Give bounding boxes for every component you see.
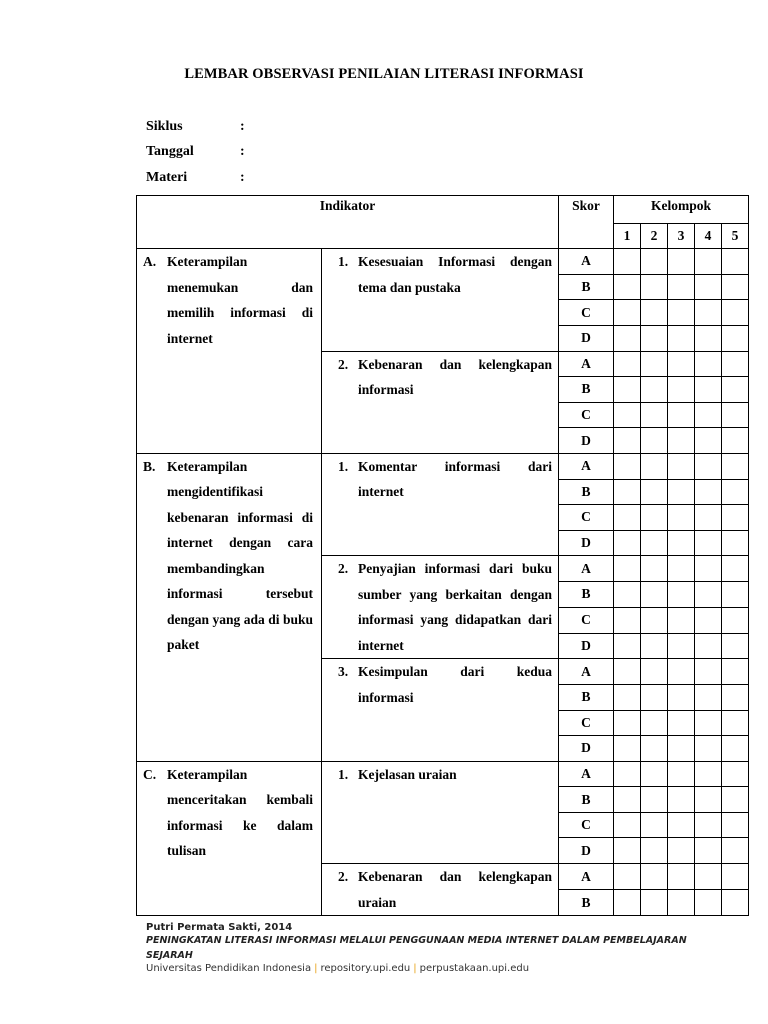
indicator-text: Keterampilan mengidentifikasi kebenaran informasi di internet dengan cara membandingkan informasi tersebut dengan yang ada di buku paket bbox=[167, 458, 313, 653]
kelompok-score-input-cell[interactable] bbox=[722, 633, 749, 659]
indicator-cell bbox=[137, 761, 322, 915]
kelompok-score-input-cell[interactable] bbox=[668, 582, 695, 608]
kelompok-number: 1 bbox=[614, 223, 641, 249]
kelompok-score-input-cell[interactable] bbox=[722, 351, 749, 377]
kelompok-score-input-cell[interactable] bbox=[614, 300, 641, 326]
kelompok-score-input-cell[interactable] bbox=[614, 787, 641, 813]
kelompok-score-input-cell[interactable] bbox=[614, 736, 641, 762]
score-cell: C bbox=[559, 812, 614, 838]
sub-indicator-marker: 2. bbox=[338, 356, 349, 372]
score-cell: A bbox=[559, 556, 614, 582]
kelompok-score-input-cell[interactable] bbox=[695, 325, 722, 351]
score-cell: B bbox=[559, 274, 614, 300]
sub-indicator-cell bbox=[322, 453, 559, 555]
kelompok-score-input-cell[interactable] bbox=[641, 761, 668, 787]
kelompok-score-input-cell[interactable] bbox=[668, 607, 695, 633]
document-title: LEMBAR OBSERVASI PENILAIAN LITERASI INFORMASI bbox=[184, 66, 584, 82]
meta-label: Materi bbox=[146, 170, 188, 185]
score-cell: B bbox=[559, 377, 614, 403]
meta-colon: : bbox=[240, 119, 245, 134]
sub-indicator-text: Penyajian informasi dari buku sumber yang berkaitan dengan informasi yang didapatkan dari internet bbox=[358, 561, 552, 653]
kelompok-score-input-cell[interactable] bbox=[695, 351, 722, 377]
kelompok-score-input-cell[interactable] bbox=[641, 377, 668, 403]
kelompok-score-input-cell[interactable] bbox=[614, 890, 641, 916]
score-cell: A bbox=[559, 453, 614, 479]
indicator-cell bbox=[137, 249, 322, 454]
kelompok-score-input-cell[interactable] bbox=[722, 530, 749, 556]
header-indikator: Indikator bbox=[137, 196, 559, 249]
kelompok-score-input-cell[interactable] bbox=[668, 351, 695, 377]
kelompok-score-input-cell[interactable] bbox=[668, 325, 695, 351]
meta-colon: : bbox=[240, 170, 245, 185]
kelompok-score-input-cell[interactable] bbox=[614, 428, 641, 454]
score-cell: A bbox=[559, 249, 614, 275]
kelompok-score-input-cell[interactable] bbox=[695, 864, 722, 890]
kelompok-score-input-cell[interactable] bbox=[668, 479, 695, 505]
indicator-text: Keterampilan menemukan dan memilih informasi di internet bbox=[167, 254, 313, 346]
kelompok-score-input-cell[interactable] bbox=[614, 607, 641, 633]
kelompok-score-input-cell[interactable] bbox=[614, 582, 641, 608]
header-skor: Skor bbox=[559, 196, 614, 249]
kelompok-score-input-cell[interactable] bbox=[614, 864, 641, 890]
kelompok-score-input-cell[interactable] bbox=[641, 864, 668, 890]
kelompok-score-input-cell[interactable] bbox=[722, 300, 749, 326]
sub-indicator-text: Kebenaran dan kelengkapan uraian bbox=[358, 869, 552, 910]
kelompok-score-input-cell[interactable] bbox=[641, 710, 668, 736]
score-cell: B bbox=[559, 582, 614, 608]
kelompok-score-input-cell[interactable] bbox=[722, 453, 749, 479]
kelompok-score-input-cell[interactable] bbox=[641, 428, 668, 454]
kelompok-score-input-cell[interactable] bbox=[641, 505, 668, 531]
footer-separator: | bbox=[314, 963, 318, 974]
kelompok-score-input-cell[interactable] bbox=[668, 453, 695, 479]
kelompok-score-input-cell[interactable] bbox=[614, 325, 641, 351]
kelompok-score-input-cell[interactable] bbox=[722, 736, 749, 762]
kelompok-score-input-cell[interactable] bbox=[695, 274, 722, 300]
score-cell: A bbox=[559, 864, 614, 890]
kelompok-score-input-cell[interactable] bbox=[641, 633, 668, 659]
score-cell: C bbox=[559, 505, 614, 531]
footer-thesis-title: PENINGKATAN LITERASI INFORMASI MELALUI PENGGUNAAN MEDIA INTERNET DALAM PEMBELAJARAN SEJARAH bbox=[146, 935, 687, 961]
kelompok-score-input-cell[interactable] bbox=[722, 607, 749, 633]
kelompok-score-input-cell[interactable] bbox=[641, 659, 668, 685]
kelompok-score-input-cell[interactable] bbox=[614, 249, 641, 275]
score-cell: C bbox=[559, 300, 614, 326]
kelompok-score-input-cell[interactable] bbox=[614, 761, 641, 787]
score-cell: D bbox=[559, 633, 614, 659]
kelompok-score-input-cell[interactable] bbox=[695, 659, 722, 685]
kelompok-score-input-cell[interactable] bbox=[614, 377, 641, 403]
kelompok-score-input-cell[interactable] bbox=[722, 274, 749, 300]
sub-indicator-cell bbox=[322, 659, 559, 761]
kelompok-score-input-cell[interactable] bbox=[668, 812, 695, 838]
kelompok-score-input-cell[interactable] bbox=[668, 864, 695, 890]
kelompok-score-input-cell[interactable] bbox=[668, 428, 695, 454]
kelompok-score-input-cell[interactable] bbox=[695, 582, 722, 608]
kelompok-score-input-cell[interactable] bbox=[722, 249, 749, 275]
score-cell: C bbox=[559, 710, 614, 736]
sub-indicator-text: Komentar informasi dari internet bbox=[358, 458, 552, 500]
kelompok-score-input-cell[interactable] bbox=[695, 377, 722, 403]
kelompok-score-input-cell[interactable] bbox=[641, 582, 668, 608]
kelompok-number: 2 bbox=[641, 223, 668, 249]
kelompok-score-input-cell[interactable] bbox=[695, 736, 722, 762]
kelompok-score-input-cell[interactable] bbox=[614, 351, 641, 377]
kelompok-score-input-cell[interactable] bbox=[614, 402, 641, 428]
kelompok-score-input-cell[interactable] bbox=[695, 402, 722, 428]
footer-separator: | bbox=[413, 963, 417, 974]
meta-row-siklus bbox=[146, 119, 245, 135]
indicator-marker: B. bbox=[143, 458, 156, 474]
kelompok-score-input-cell[interactable] bbox=[695, 505, 722, 531]
kelompok-score-input-cell[interactable] bbox=[722, 890, 749, 916]
kelompok-score-input-cell[interactable] bbox=[722, 325, 749, 351]
indicator-text: Keterampilan menceritakan kembali informasi ke dalam tulisan bbox=[167, 766, 313, 859]
kelompok-score-input-cell[interactable] bbox=[614, 633, 641, 659]
kelompok-score-input-cell[interactable] bbox=[695, 890, 722, 916]
kelompok-score-input-cell[interactable] bbox=[695, 428, 722, 454]
kelompok-score-input-cell[interactable] bbox=[641, 479, 668, 505]
sub-indicator-marker: 2. bbox=[338, 561, 349, 577]
kelompok-score-input-cell[interactable] bbox=[722, 787, 749, 813]
kelompok-score-input-cell[interactable] bbox=[668, 710, 695, 736]
kelompok-score-input-cell[interactable] bbox=[614, 684, 641, 710]
sub-indicator-text: Kejelasan uraian bbox=[358, 766, 457, 782]
score-cell: D bbox=[559, 428, 614, 454]
kelompok-score-input-cell[interactable] bbox=[668, 659, 695, 685]
sub-indicator-cell bbox=[322, 556, 559, 659]
score-cell: D bbox=[559, 325, 614, 351]
kelompok-score-input-cell[interactable] bbox=[722, 428, 749, 454]
sub-indicator-cell bbox=[322, 864, 559, 916]
footer-repository-link[interactable]: repository.upi.edu bbox=[320, 963, 411, 974]
meta-label: Tanggal bbox=[146, 144, 194, 159]
kelompok-score-input-cell[interactable] bbox=[668, 377, 695, 403]
kelompok-score-input-cell[interactable] bbox=[641, 402, 668, 428]
indicator-marker: A. bbox=[143, 254, 157, 270]
kelompok-score-input-cell[interactable] bbox=[668, 530, 695, 556]
kelompok-score-input-cell[interactable] bbox=[695, 530, 722, 556]
kelompok-score-input-cell[interactable] bbox=[695, 556, 722, 582]
kelompok-score-input-cell[interactable] bbox=[722, 505, 749, 531]
kelompok-score-input-cell[interactable] bbox=[695, 710, 722, 736]
sub-indicator-marker: 3. bbox=[338, 664, 349, 680]
kelompok-score-input-cell[interactable] bbox=[641, 249, 668, 275]
kelompok-score-input-cell[interactable] bbox=[722, 582, 749, 608]
kelompok-score-input-cell[interactable] bbox=[614, 659, 641, 685]
kelompok-score-input-cell[interactable] bbox=[668, 890, 695, 916]
kelompok-score-input-cell[interactable] bbox=[668, 300, 695, 326]
kelompok-score-input-cell[interactable] bbox=[614, 556, 641, 582]
kelompok-score-input-cell[interactable] bbox=[722, 556, 749, 582]
kelompok-number: 5 bbox=[722, 223, 749, 249]
kelompok-score-input-cell[interactable] bbox=[641, 530, 668, 556]
header-kelompok: Kelompok bbox=[614, 196, 749, 224]
kelompok-score-input-cell[interactable] bbox=[641, 890, 668, 916]
score-cell: C bbox=[559, 607, 614, 633]
kelompok-score-input-cell[interactable] bbox=[614, 453, 641, 479]
footer-institution: Universitas Pendidikan Indonesia bbox=[146, 963, 312, 974]
meta-row-materi bbox=[146, 170, 245, 186]
kelompok-score-input-cell[interactable] bbox=[722, 710, 749, 736]
kelompok-score-input-cell[interactable] bbox=[722, 812, 749, 838]
kelompok-score-input-cell[interactable] bbox=[641, 812, 668, 838]
kelompok-score-input-cell[interactable] bbox=[641, 325, 668, 351]
indicator-marker: C. bbox=[143, 766, 157, 782]
kelompok-score-input-cell[interactable] bbox=[641, 787, 668, 813]
sub-indicator-text: Kesesuaian Informasi dengan tema dan pustaka bbox=[358, 254, 552, 295]
kelompok-score-input-cell[interactable] bbox=[641, 351, 668, 377]
score-cell: A bbox=[559, 659, 614, 685]
kelompok-score-input-cell[interactable] bbox=[695, 249, 722, 275]
kelompok-score-input-cell[interactable] bbox=[641, 607, 668, 633]
kelompok-score-input-cell[interactable] bbox=[695, 787, 722, 813]
kelompok-score-input-cell[interactable] bbox=[695, 300, 722, 326]
kelompok-score-input-cell[interactable] bbox=[722, 659, 749, 685]
score-cell: D bbox=[559, 736, 614, 762]
sub-indicator-marker: 1. bbox=[338, 766, 349, 782]
score-cell: B bbox=[559, 684, 614, 710]
kelompok-score-input-cell[interactable] bbox=[695, 684, 722, 710]
kelompok-score-input-cell[interactable] bbox=[641, 300, 668, 326]
score-cell: B bbox=[559, 787, 614, 813]
score-cell: C bbox=[559, 402, 614, 428]
meta-label: Siklus bbox=[146, 119, 183, 134]
footer-links bbox=[146, 963, 706, 974]
kelompok-score-input-cell[interactable] bbox=[614, 505, 641, 531]
score-cell: B bbox=[559, 479, 614, 505]
sub-indicator-cell bbox=[322, 351, 559, 453]
sub-indicator-text: Kesimpulan dari kedua informasi bbox=[358, 664, 552, 705]
kelompok-score-input-cell[interactable] bbox=[695, 761, 722, 787]
sub-indicator-marker: 1. bbox=[338, 458, 349, 474]
kelompok-score-input-cell[interactable] bbox=[641, 556, 668, 582]
kelompok-score-input-cell[interactable] bbox=[695, 838, 722, 864]
kelompok-score-input-cell[interactable] bbox=[668, 838, 695, 864]
kelompok-score-input-cell[interactable] bbox=[614, 479, 641, 505]
kelompok-score-input-cell[interactable] bbox=[695, 633, 722, 659]
page-footer bbox=[146, 922, 706, 974]
kelompok-score-input-cell[interactable] bbox=[668, 505, 695, 531]
kelompok-score-input-cell[interactable] bbox=[668, 556, 695, 582]
score-cell: B bbox=[559, 890, 614, 916]
kelompok-score-input-cell[interactable] bbox=[695, 453, 722, 479]
kelompok-score-input-cell[interactable] bbox=[641, 736, 668, 762]
score-cell: D bbox=[559, 838, 614, 864]
kelompok-score-input-cell[interactable] bbox=[722, 761, 749, 787]
sub-indicator-cell bbox=[322, 249, 559, 351]
sub-indicator-cell bbox=[322, 761, 559, 863]
kelompok-score-input-cell[interactable] bbox=[641, 684, 668, 710]
kelompok-score-input-cell[interactable] bbox=[722, 402, 749, 428]
kelompok-score-input-cell[interactable] bbox=[641, 838, 668, 864]
kelompok-score-input-cell[interactable] bbox=[668, 736, 695, 762]
kelompok-number: 4 bbox=[695, 223, 722, 249]
kelompok-score-input-cell[interactable] bbox=[722, 479, 749, 505]
kelompok-score-input-cell[interactable] bbox=[722, 838, 749, 864]
kelompok-score-input-cell[interactable] bbox=[668, 787, 695, 813]
kelompok-score-input-cell[interactable] bbox=[668, 633, 695, 659]
kelompok-score-input-cell[interactable] bbox=[722, 684, 749, 710]
score-cell: A bbox=[559, 351, 614, 377]
score-cell: A bbox=[559, 761, 614, 787]
footer-author: Putri Permata Sakti, 2014 bbox=[146, 922, 293, 933]
indicator-cell bbox=[137, 453, 322, 761]
kelompok-score-input-cell[interactable] bbox=[668, 402, 695, 428]
kelompok-score-input-cell[interactable] bbox=[695, 812, 722, 838]
kelompok-score-input-cell[interactable] bbox=[641, 453, 668, 479]
kelompok-score-input-cell[interactable] bbox=[668, 761, 695, 787]
kelompok-score-input-cell[interactable] bbox=[614, 838, 641, 864]
kelompok-score-input-cell[interactable] bbox=[695, 607, 722, 633]
kelompok-score-input-cell[interactable] bbox=[668, 249, 695, 275]
kelompok-score-input-cell[interactable] bbox=[695, 479, 722, 505]
sub-indicator-text: Kebenaran dan kelengkapan informasi bbox=[358, 356, 552, 398]
score-cell: D bbox=[559, 530, 614, 556]
kelompok-score-input-cell[interactable] bbox=[722, 864, 749, 890]
footer-library-link[interactable]: perpustakaan.upi.edu bbox=[419, 963, 530, 974]
kelompok-number: 3 bbox=[668, 223, 695, 249]
kelompok-score-input-cell[interactable] bbox=[614, 710, 641, 736]
kelompok-score-input-cell[interactable] bbox=[614, 812, 641, 838]
sub-indicator-marker: 1. bbox=[338, 254, 349, 270]
kelompok-score-input-cell[interactable] bbox=[614, 274, 641, 300]
sub-indicator-marker: 2. bbox=[338, 869, 349, 885]
kelompok-score-input-cell[interactable] bbox=[722, 377, 749, 403]
kelompok-score-input-cell[interactable] bbox=[614, 530, 641, 556]
kelompok-score-input-cell[interactable] bbox=[668, 274, 695, 300]
kelompok-score-input-cell[interactable] bbox=[641, 274, 668, 300]
meta-colon: : bbox=[240, 144, 245, 159]
kelompok-score-input-cell[interactable] bbox=[668, 684, 695, 710]
meta-row-tanggal bbox=[146, 144, 245, 160]
observation-table bbox=[136, 195, 749, 916]
